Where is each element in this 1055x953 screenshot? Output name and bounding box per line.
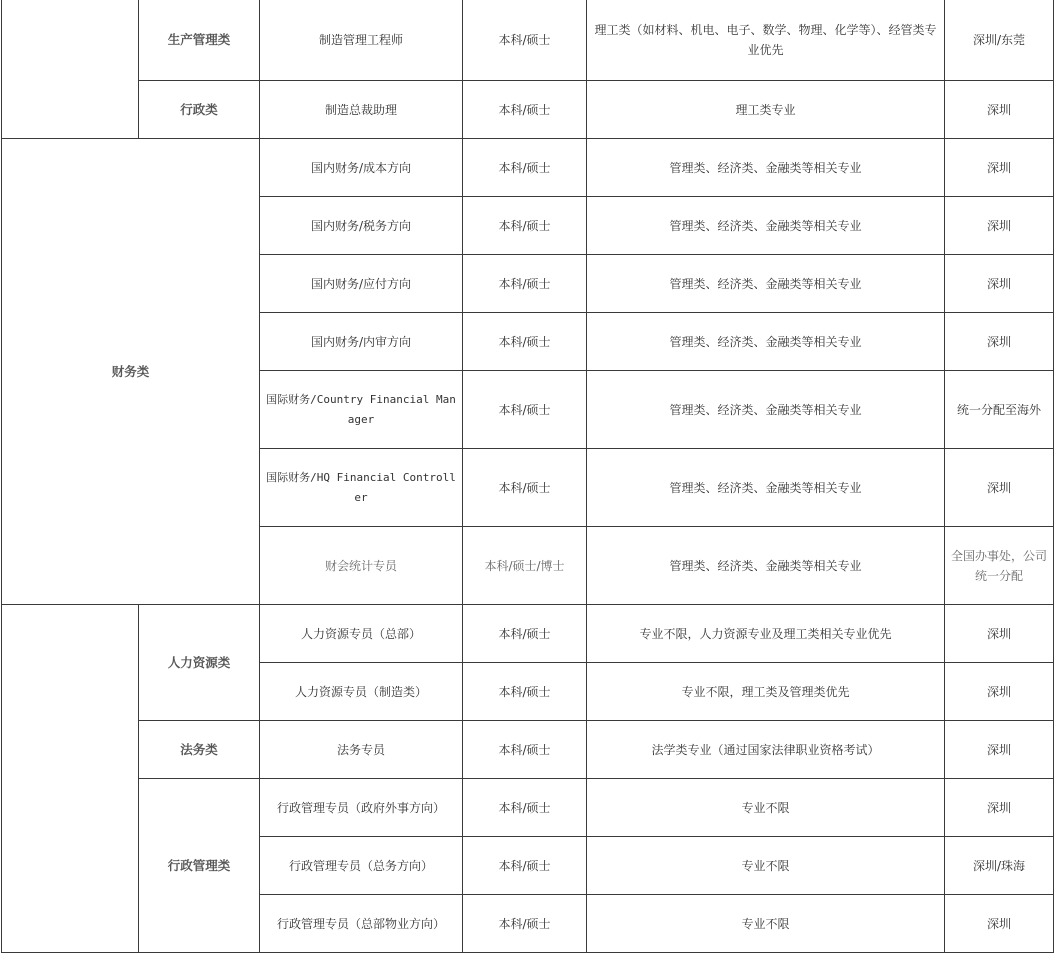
major-cell: 法学类专业（通过国家法律职业资格考试） bbox=[587, 721, 945, 779]
location-cell: 全国办事处，公司统一分配 bbox=[945, 527, 1054, 605]
table-row bbox=[2, 605, 1054, 663]
degree-cell: 本科/硕士 bbox=[463, 663, 587, 721]
group-label-admin-mgmt: 行政管理类 bbox=[139, 779, 260, 953]
location-cell: 深圳 bbox=[945, 255, 1054, 313]
degree-cell: 本科/硕士 bbox=[463, 81, 587, 139]
position-cell: 行政管理专员（总务方向） bbox=[260, 837, 463, 895]
major-cell: 专业不限 bbox=[587, 837, 945, 895]
location-cell: 深圳 bbox=[945, 605, 1054, 663]
table-row bbox=[2, 721, 1054, 779]
degree-cell: 本科/硕士 bbox=[463, 605, 587, 663]
major-cell: 管理类、经济类、金融类等相关专业 bbox=[587, 449, 945, 527]
location-cell: 深圳 bbox=[945, 449, 1054, 527]
table-row bbox=[2, 779, 1054, 837]
degree-cell: 本科/硕士 bbox=[463, 255, 587, 313]
position-cell: 财会统计专员 bbox=[260, 527, 463, 605]
major-cell: 管理类、经济类、金融类等相关专业 bbox=[587, 139, 945, 197]
position-cell: 制造总裁助理 bbox=[260, 81, 463, 139]
major-cell: 管理类、经济类、金融类等相关专业 bbox=[587, 313, 945, 371]
major-cell: 专业不限 bbox=[587, 895, 945, 953]
degree-cell: 本科/硕士 bbox=[463, 197, 587, 255]
group-label-admin: 行政类 bbox=[139, 81, 260, 139]
position-cell: 国际财务/HQ Financial Controller bbox=[260, 449, 463, 527]
table-row bbox=[2, 81, 1054, 139]
group-label-finance: 财务类 bbox=[2, 139, 260, 605]
group-label-production-mgmt: 生产管理类 bbox=[139, 0, 260, 81]
degree-cell: 本科/硕士 bbox=[463, 721, 587, 779]
location-cell: 深圳 bbox=[945, 721, 1054, 779]
position-cell: 制造管理工程师 bbox=[260, 0, 463, 81]
major-cell: 理工类（如材料、机电、电子、数学、物理、化学等）、经管类专业优先 bbox=[587, 0, 945, 81]
top-left-empty-cell bbox=[2, 0, 139, 139]
location-cell: 深圳 bbox=[945, 313, 1054, 371]
bottom-left-empty-cell bbox=[2, 605, 139, 953]
major-cell: 管理类、经济类、金融类等相关专业 bbox=[587, 197, 945, 255]
group-label-legal: 法务类 bbox=[139, 721, 260, 779]
position-cell: 国内财务/应付方向 bbox=[260, 255, 463, 313]
position-cell: 人力资源专员（制造类） bbox=[260, 663, 463, 721]
position-cell: 国内财务/税务方向 bbox=[260, 197, 463, 255]
degree-cell: 本科/硕士 bbox=[463, 449, 587, 527]
position-cell: 行政管理专员（总部物业方向） bbox=[260, 895, 463, 953]
major-cell: 理工类专业 bbox=[587, 81, 945, 139]
major-cell: 专业不限 bbox=[587, 779, 945, 837]
position-cell: 国内财务/成本方向 bbox=[260, 139, 463, 197]
location-cell: 深圳 bbox=[945, 197, 1054, 255]
degree-cell: 本科/硕士/博士 bbox=[463, 527, 587, 605]
location-cell: 深圳 bbox=[945, 81, 1054, 139]
location-cell: 深圳 bbox=[945, 139, 1054, 197]
degree-cell: 本科/硕士 bbox=[463, 371, 587, 449]
job-table bbox=[1, 0, 1054, 953]
major-cell: 管理类、经济类、金融类等相关专业 bbox=[587, 527, 945, 605]
position-cell: 国内财务/内审方向 bbox=[260, 313, 463, 371]
major-cell: 专业不限，理工类及管理类优先 bbox=[587, 663, 945, 721]
location-cell: 统一分配至海外 bbox=[945, 371, 1054, 449]
location-cell: 深圳 bbox=[945, 663, 1054, 721]
major-cell: 管理类、经济类、金融类等相关专业 bbox=[587, 255, 945, 313]
position-cell: 人力资源专员（总部） bbox=[260, 605, 463, 663]
degree-cell: 本科/硕士 bbox=[463, 0, 587, 81]
location-cell: 深圳 bbox=[945, 895, 1054, 953]
degree-cell: 本科/硕士 bbox=[463, 779, 587, 837]
position-cell: 行政管理专员（政府外事方向） bbox=[260, 779, 463, 837]
location-cell: 深圳/东莞 bbox=[945, 0, 1054, 81]
major-cell: 管理类、经济类、金融类等相关专业 bbox=[587, 371, 945, 449]
degree-cell: 本科/硕士 bbox=[463, 895, 587, 953]
degree-cell: 本科/硕士 bbox=[463, 837, 587, 895]
group-label-hr: 人力资源类 bbox=[139, 605, 260, 721]
position-cell: 法务专员 bbox=[260, 721, 463, 779]
major-cell: 专业不限，人力资源专业及理工类相关专业优先 bbox=[587, 605, 945, 663]
table-row bbox=[2, 139, 1054, 197]
degree-cell: 本科/硕士 bbox=[463, 139, 587, 197]
position-cell: 国际财务/Country Financial Manager bbox=[260, 371, 463, 449]
location-cell: 深圳/珠海 bbox=[945, 837, 1054, 895]
degree-cell: 本科/硕士 bbox=[463, 313, 587, 371]
location-cell: 深圳 bbox=[945, 779, 1054, 837]
table-row bbox=[2, 0, 1054, 81]
